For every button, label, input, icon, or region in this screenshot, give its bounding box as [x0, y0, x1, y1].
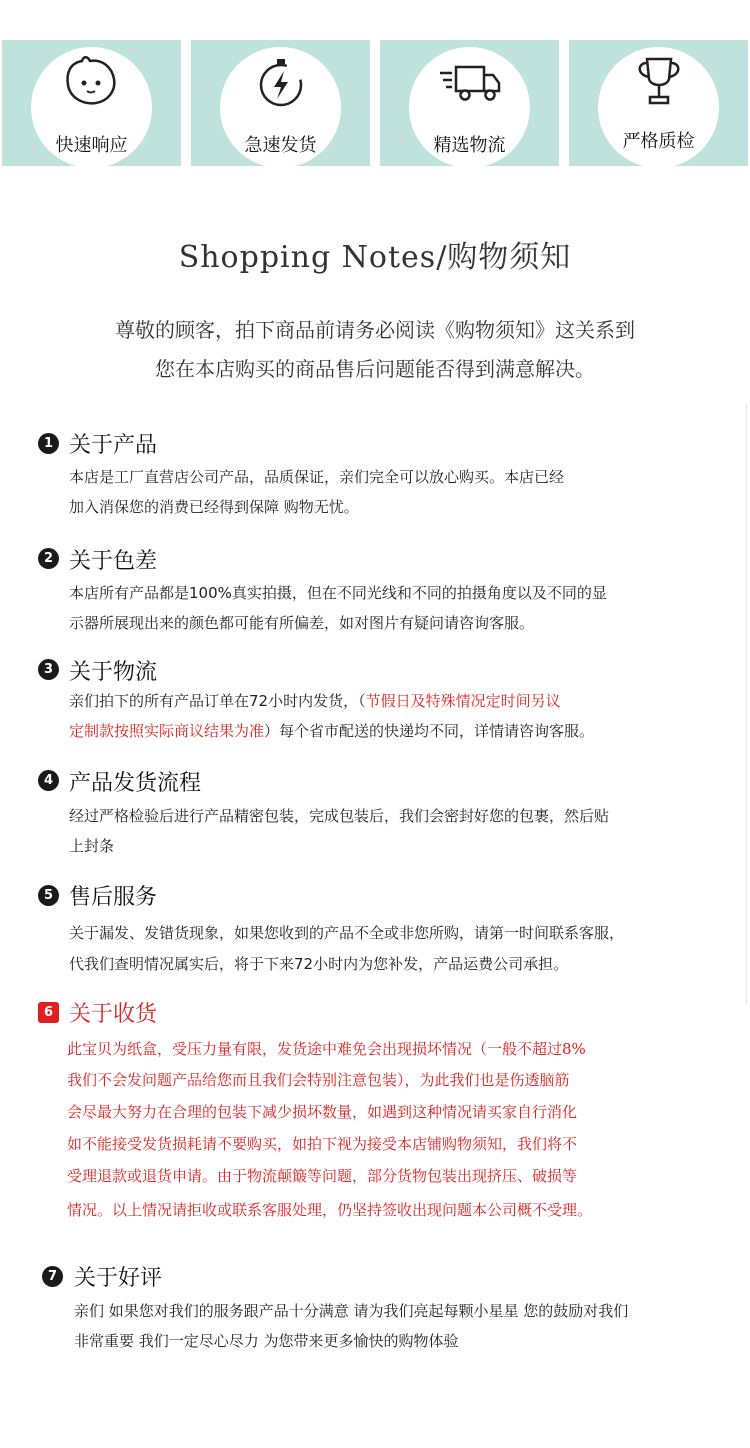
section-number-badge: 5	[38, 885, 59, 906]
highlight-text: 定制款按照实际商议结果为准	[69, 722, 265, 740]
feature-logistics	[380, 40, 559, 166]
section-title: 关于色差	[69, 549, 158, 574]
feature-quality-check	[569, 40, 748, 166]
section-text-line: 上封条	[69, 837, 115, 855]
section-text-line: 经过严格检验后进行产品精密包装，完成包装后，我们会密封好您的包裹，然后贴	[69, 807, 610, 825]
section-title: 产品发货流程	[69, 771, 202, 796]
notice-text-line: 如不能接受发货损耗请不要购买，如拍下视为接受本店铺购物须知，我们将不	[67, 1135, 578, 1153]
section-text-line: 亲们 如果您对我们的服务跟产品十分满意 请为我们亮起每颗小星星 您的鼓励对我们	[74, 1302, 629, 1320]
notice-text-line: 受理退款或退货申请。由于物流颠簸等问题，部分货物包装出现挤压、破损等	[67, 1167, 578, 1185]
delivery-truck-icon	[438, 55, 502, 111]
feature-label: 严格质检	[622, 131, 695, 152]
section-title: 关于好评	[74, 1266, 163, 1291]
notice-text-line: 此宝贝为纸盒，受压力量有限，发货途中难免会出现损坏情况（一般不超过8%	[67, 1040, 586, 1058]
feature-label: 快速响应	[55, 135, 128, 156]
section-text-line: 本店是工厂直营店公司产品，品质保证，亲们完全可以放心购买。本店已经	[69, 468, 565, 486]
section-title: 关于物流	[69, 660, 158, 685]
feature-bar	[0, 40, 750, 166]
section-text-line	[69, 720, 594, 741]
section-text-line: 本店所有产品都是100%真实拍摄，但在不同光线和不同的拍摄角度以及不同的显	[69, 584, 607, 602]
section-number-badge: 3	[38, 659, 59, 680]
notice-text-line: 我们不会发问题产品给您而且我们会特别注意包装），为此我们也是伤透脑筋	[67, 1071, 570, 1089]
section-text-line: 非常重要 我们一定尽心尽力 为您带来更多愉快的购物体验	[74, 1332, 459, 1350]
section-number-badge: 2	[38, 548, 59, 569]
section-text-segment: 亲们拍下的所有产品订单在72小时内发货，（	[69, 692, 366, 710]
feature-circle	[598, 47, 719, 168]
trophy-icon	[627, 55, 691, 111]
section-text-line: 加入消保您的消费已经得到保障 购物无忧。	[69, 498, 359, 516]
feature-label: 精选物流	[433, 135, 506, 156]
section-text-line: 代我们查明情况属实后，将于下来72小时内为您补发，产品运费公司承担。	[69, 955, 569, 973]
section-text-segment: ）每个省市配送的快递均不同，详情请咨询客服。	[264, 722, 595, 740]
section-title: 售后服务	[69, 885, 158, 910]
section-text-line: 示器所展现出来的颜色都可能有所偏差，如对图片有疑问请咨询客服。	[69, 614, 535, 632]
notice-text-line: 会尽最大努力在合理的包装下减少损坏数量，如遇到这种情况请买家自行消化	[67, 1103, 578, 1121]
divider	[746, 404, 747, 1004]
feature-circle	[220, 47, 341, 168]
feature-fast-response	[2, 40, 181, 166]
feature-fast-shipping	[191, 40, 370, 166]
section-text-line: 关于漏发、发错货现象，如果您收到的产品不全或非您所购，请第一时间联系客服，	[69, 924, 625, 942]
section-number-badge: 1	[38, 433, 59, 454]
intro-line: 尊敬的顾客，拍下商品前请务必阅读《购物须知》这关系到	[115, 318, 635, 342]
intro-line: 您在本店购买的商品售后问题能否得到满意解决。	[155, 357, 595, 381]
section-number-badge: 4	[38, 770, 59, 791]
feature-circle	[31, 47, 152, 168]
notice-text-line: 情况。以上情况请拒收或联系客服处理，仍坚持签收出现问题本公司概不受理。	[67, 1201, 593, 1219]
page-title: Shopping Notes/购物须知	[178, 240, 572, 275]
section-number-badge: 6	[38, 1002, 59, 1023]
section-number-badge: 7	[42, 1266, 63, 1287]
feature-label: 急速发货	[244, 135, 317, 156]
chat-bubble-icon	[60, 55, 124, 111]
lightning-clock-icon	[249, 55, 313, 111]
section-text-line	[69, 690, 561, 711]
section-title: 关于收货	[69, 1002, 158, 1027]
feature-circle	[409, 47, 530, 168]
section-title: 关于产品	[69, 433, 158, 458]
highlight-text: 节假日及特殊情况定时间另议	[365, 692, 561, 710]
